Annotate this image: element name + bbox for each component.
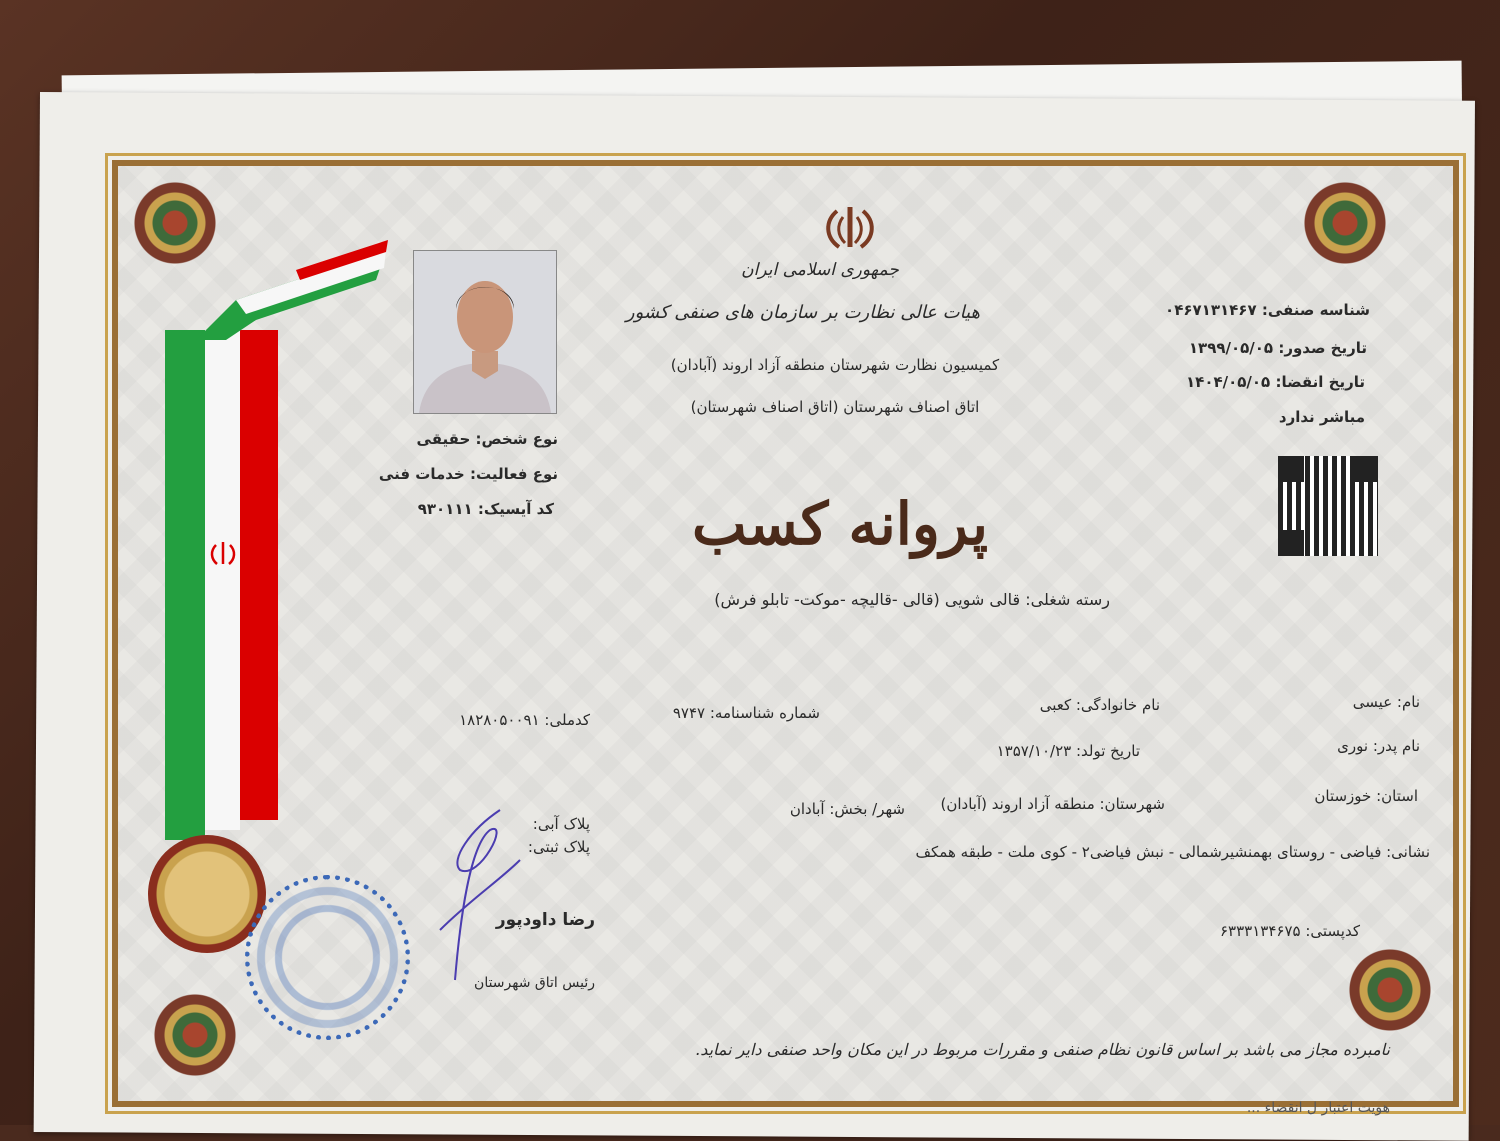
province: استان: خوزستان [1314,787,1418,805]
expiry-date: تاریخ انقضا: ۱۴۰۴/۰۵/۰۵ [1186,373,1365,391]
flag-ribbon-top [196,240,396,340]
flag-ribbon-green [165,330,205,840]
county: شهرستان: منطقه آزاد اروند (آبادان) [940,795,1165,813]
handwritten-signature [400,800,540,1000]
corner-ornament-top-right [1300,178,1390,268]
signatory-role: رئیس اتاق شهرستان [474,975,595,991]
qr-code [1278,456,1378,556]
occupation: رسته شغلی: قالی شویی (قالی -قالیچه -موکت- تابلو فرش) [714,590,1110,609]
header-line-1: جمهوری اسلامی ایران [741,260,899,280]
corner-ornament-bottom-right [1345,945,1435,1035]
header-line-3: کمیسیون نظارت شهرستان منطقه آزاد اروند (آبادان) [670,356,1000,374]
blue-plate: پلاک آبی: [532,815,590,833]
city: شهر/ بخش: آبادان [789,800,905,818]
flag-ribbon-white [205,330,240,830]
birth-date: تاریخ تولد: ۱۳۵۷/۱۰/۲۳ [996,742,1140,760]
holder-photo [413,250,557,414]
iran-emblem-icon-small [209,540,237,566]
issue-date: تاریخ صدور: ۱۳۹۹/۰۵/۰۵ [1188,339,1367,357]
guild-chamber-stamp [245,875,410,1040]
registered-plate: پلاک ثبتی: [527,838,590,856]
isic-code: کد آیسیک: ۹۳۰۱۱۱ [417,500,554,518]
footer-statement: نامبرده مجاز می باشد بر اساس قانون نظام صنفی و مقررات مربوط در این مکان واحد صنفی دایر نماید. [695,1040,1390,1059]
signatory-name: رضا داودپور [495,910,595,930]
postal-code: کدپستی: ۶۳۳۳۱۳۴۶۷۵ [1220,922,1360,940]
corner-ornament-bottom-left [150,990,240,1080]
certificate-title: پروانه کسب [691,490,988,558]
national-code: کدملی: ۱۸۲۸۰۵۰۰۹۱ [459,711,590,729]
footer-cut-text: هویت اعتبار ل انقضاء ... [1246,1100,1390,1116]
header-line-4: اتاق اصناف شهرستان (اتاق اصناف شهرستان) [690,398,980,416]
father-name: نام پدر: نوری [1337,737,1420,755]
id-number: شماره شناسنامه: ۹۷۴۷ [672,704,820,722]
manager-status: مباشر ندارد [1278,408,1365,426]
first-name: نام: عیسی [1352,693,1420,711]
last-name: نام خانوادگی: کعبی [1039,696,1160,714]
address: نشانی: فیاضی - روستای بهمنشیرشمالی - نبش فیاضی۲ - کوی ملت - طبقه همکف [915,843,1430,861]
flag-ribbon-red [240,330,278,820]
header-line-2: هیات عالی نظارت بر سازمان های صنفی کشور [625,302,980,323]
activity-type: نوع فعالیت: خدمات فنی [378,465,558,483]
iran-emblem-icon [815,203,885,253]
guild-id: شناسه صنفی: ۰۴۶۷۱۳۱۴۶۷ [1165,301,1370,319]
person-type: نوع شخص: حقیقی [416,430,558,448]
